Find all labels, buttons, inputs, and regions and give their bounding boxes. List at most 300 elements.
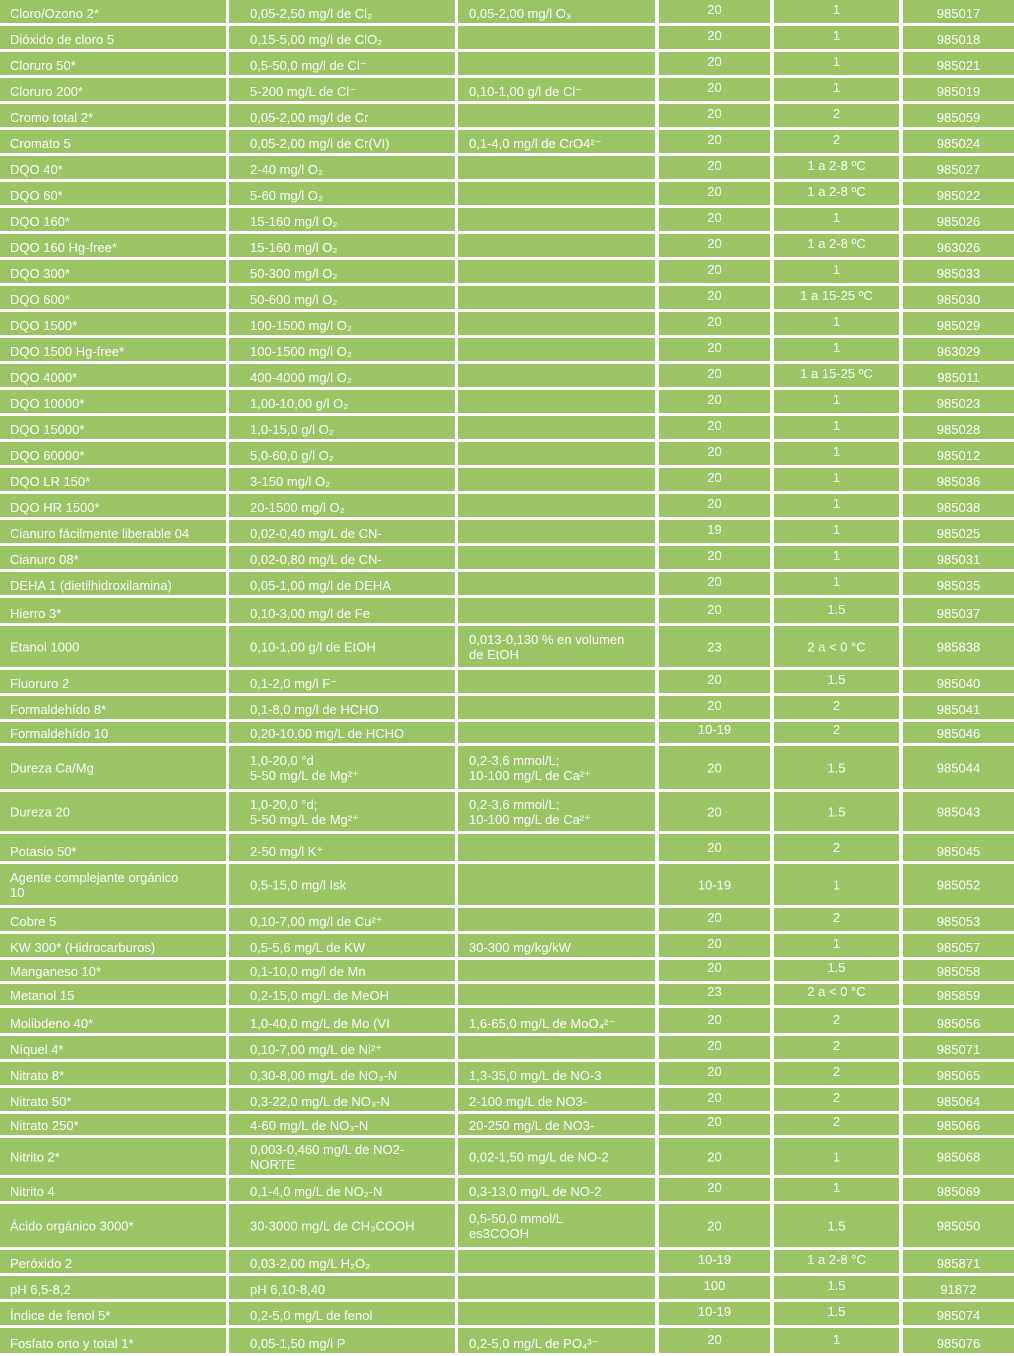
- cell-grupo: [774, 182, 899, 205]
- cell-num-tests: [659, 390, 770, 413]
- grupo-text: 1: [832, 574, 841, 589]
- codigo-text: 985026: [936, 214, 981, 229]
- num-tests-text: 20: [707, 210, 722, 225]
- rango-2-text: 0,2-3,6 mmol/L; 10-100 mg/L de Ca²⁺: [469, 796, 592, 827]
- cell-rango-2: [458, 960, 655, 981]
- cell-rango-1: [229, 390, 455, 413]
- table-row: [0, 546, 1014, 572]
- cell-rango-2: [458, 494, 655, 517]
- cell-grupo: [774, 338, 899, 361]
- cell-parametro: [0, 156, 226, 179]
- cell-codigo: [903, 312, 1014, 335]
- parametro-text: DQO HR 1500*: [10, 500, 100, 515]
- grupo-text: 2: [832, 1090, 841, 1105]
- table-row: [0, 234, 1014, 260]
- cell-rango-1: [229, 416, 455, 439]
- table-row: [0, 260, 1014, 286]
- cell-grupo: [774, 1088, 899, 1111]
- cell-rango-2: [458, 130, 655, 153]
- cell-rango-1: [229, 1114, 455, 1135]
- codigo-text: 985019: [936, 84, 981, 99]
- cell-rango-2: [458, 338, 655, 361]
- codigo-text: 985069: [936, 1184, 981, 1199]
- parametro-text: Nitrato 250*: [10, 1118, 79, 1133]
- grupo-text: 1: [832, 936, 841, 951]
- rango-1-text: 15-160 mg/l O₂: [250, 214, 338, 229]
- rango-2-text: 0,10-1,00 g/l de Cl⁻: [469, 84, 583, 99]
- table-row: [0, 1328, 1014, 1356]
- cell-rango-1: [229, 494, 455, 517]
- cell-rango-2: [458, 78, 655, 101]
- cell-num-tests: [659, 792, 770, 831]
- cell-num-tests: [659, 696, 770, 719]
- grupo-text: 1: [832, 2, 841, 17]
- parametro-text: Cloruro 200*: [10, 84, 83, 99]
- rango-1-text: 0,10-7,00 mg/L de Ni²⁺: [250, 1042, 383, 1057]
- cell-rango-1: [229, 670, 455, 693]
- cell-codigo: [903, 670, 1014, 693]
- parametro-text: Nitrito 2*: [10, 1149, 60, 1164]
- cell-num-tests: [659, 1250, 770, 1273]
- parametro-text: Cloruro 50*: [10, 58, 76, 73]
- table-row: [0, 834, 1014, 864]
- table-row: [0, 156, 1014, 182]
- cell-parametro: [0, 78, 226, 101]
- num-tests-text: 20: [707, 132, 722, 147]
- codigo-text: 985018: [936, 32, 981, 47]
- codigo-text: 985011: [937, 370, 980, 385]
- parametro-text: Fosfato orto y total 1*: [10, 1336, 134, 1351]
- cell-grupo: [774, 572, 899, 595]
- cell-rango-1: [229, 572, 455, 595]
- cell-codigo: [903, 364, 1014, 387]
- num-tests-text: 20: [707, 574, 722, 589]
- table-row: [0, 494, 1014, 520]
- cell-grupo: [774, 260, 899, 283]
- codigo-text: 985023: [936, 396, 981, 411]
- rango-1-text: 0,1-2,0 mg/l F⁻: [250, 676, 338, 691]
- num-tests-text: 19: [707, 522, 722, 537]
- parametro-text: Formaldehído 8*: [10, 702, 107, 717]
- codigo-text: 985033: [936, 266, 981, 281]
- cell-codigo: [903, 78, 1014, 101]
- grupo-text: 1 a 15-25 ºC: [800, 366, 873, 381]
- grupo-text: 1.5: [827, 1304, 846, 1319]
- table-row: [0, 0, 1014, 26]
- table-row: [0, 286, 1014, 312]
- codigo-text: 985071: [936, 1042, 981, 1057]
- cell-parametro: [0, 1008, 226, 1033]
- cell-rango-1: [229, 1204, 455, 1247]
- cell-codigo: [903, 1138, 1014, 1175]
- parametro-text: DQO 160*: [10, 214, 70, 229]
- cell-rango-1: [229, 234, 455, 257]
- rango-1-text: 0,5-5,6 mg/L de KW: [250, 940, 366, 955]
- cell-codigo: [903, 26, 1014, 49]
- cell-codigo: [903, 984, 1014, 1005]
- cell-codigo: [903, 416, 1014, 439]
- num-tests-text: 20: [707, 80, 722, 95]
- cell-num-tests: [659, 984, 770, 1005]
- rango-1-text: 0,1-10,0 mg/l de Mn: [250, 964, 366, 979]
- rango-2-text: 0,5-50,0 mmol/L es3COOH: [469, 1210, 563, 1241]
- num-tests-text: 20: [707, 366, 722, 381]
- cell-codigo: [903, 494, 1014, 517]
- cell-rango-1: [229, 834, 455, 861]
- num-tests-text: 10-19: [697, 1304, 732, 1319]
- cell-num-tests: [659, 468, 770, 491]
- parametro-text: Hierro 3*: [10, 606, 62, 621]
- cell-grupo: [774, 1276, 899, 1299]
- codigo-text: 985053: [936, 914, 981, 929]
- parametro-text: Dureza Ca/Mg: [10, 760, 94, 775]
- table-row: [0, 934, 1014, 960]
- cell-grupo: [774, 364, 899, 387]
- rango-1-text: 0,05-1,00 mg/l de DEHA: [250, 578, 391, 593]
- cell-grupo: [774, 1328, 899, 1353]
- cell-rango-2: [458, 1250, 655, 1273]
- cell-num-tests: [659, 1328, 770, 1353]
- rango-1-text: 1,0-20,0 °d; 5-50 mg/L de Mg²⁺: [250, 796, 359, 827]
- grupo-text: 1.5: [827, 804, 846, 819]
- rango-1-text: 30-3000 mg/L de CH₃COOH: [250, 1218, 415, 1233]
- grupo-text: 1: [832, 54, 841, 69]
- rango-1-text: pH 6,10-8,40: [250, 1282, 326, 1297]
- cell-codigo: [903, 1178, 1014, 1201]
- cell-rango-2: [458, 520, 655, 543]
- cell-codigo: [903, 1328, 1014, 1353]
- cell-grupo: [774, 722, 899, 743]
- cell-codigo: [903, 1008, 1014, 1033]
- cell-rango-2: [458, 442, 655, 465]
- cell-rango-1: [229, 364, 455, 387]
- num-tests-text: 20: [707, 2, 722, 17]
- cell-parametro: [0, 1276, 226, 1299]
- cell-rango-2: [458, 286, 655, 309]
- cell-rango-1: [229, 442, 455, 465]
- codigo-text: 985041: [936, 702, 981, 717]
- rango-2-text: 0,2-5,0 mg/L de PO₄³⁻: [469, 1336, 599, 1351]
- cell-num-tests: [659, 364, 770, 387]
- rango-1-text: 5,0-60,0 g/l O₂: [250, 448, 334, 463]
- rango-1-text: 1,00-10,00 g/l O₂: [250, 396, 349, 411]
- table-row: [0, 864, 1014, 908]
- rango-1-text: 0,05-2,00 mg/l de Cr: [250, 110, 369, 125]
- grupo-text: 2: [832, 910, 841, 925]
- cell-num-tests: [659, 104, 770, 127]
- table-row: [0, 364, 1014, 390]
- cell-num-tests: [659, 260, 770, 283]
- table-row: [0, 390, 1014, 416]
- parametro-text: DQO 1500*: [10, 318, 78, 333]
- cell-num-tests: [659, 312, 770, 335]
- num-tests-text: 20: [707, 444, 722, 459]
- cell-num-tests: [659, 626, 770, 667]
- parametro-text: DEHA 1 (dietilhidroxilamina): [10, 578, 172, 593]
- rango-1-text: 0,10-1,00 g/l de EtOH: [250, 639, 376, 654]
- cell-rango-2: [458, 1328, 655, 1353]
- cell-num-tests: [659, 960, 770, 981]
- codigo-text: 985058: [936, 964, 981, 979]
- cell-codigo: [903, 546, 1014, 569]
- cell-rango-2: [458, 1008, 655, 1033]
- parametro-text: DQO 60*: [10, 188, 63, 203]
- parametro-text: pH 6,5-8,2: [10, 1282, 71, 1297]
- cell-rango-1: [229, 182, 455, 205]
- table-row: [0, 792, 1014, 834]
- codigo-text: 985040: [936, 676, 981, 691]
- grupo-text: 1: [832, 877, 841, 892]
- rango-2-text: 0,013-0,130 % en volumen de EtOH: [469, 631, 625, 662]
- parametro-text: Nitrato 8*: [10, 1068, 65, 1083]
- num-tests-text: 20: [707, 1218, 722, 1233]
- cell-parametro: [0, 934, 226, 957]
- cell-rango-2: [458, 208, 655, 231]
- parametro-text: Cianuro fácilmente liberable 04: [10, 526, 190, 541]
- cell-grupo: [774, 598, 899, 623]
- rango-1-text: 100-1500 mg/l O₂: [250, 344, 352, 359]
- rango-2-text: 20-250 mg/L de NO3-: [469, 1118, 595, 1133]
- cell-rango-1: [229, 746, 455, 789]
- cell-num-tests: [659, 670, 770, 693]
- table-row: [0, 468, 1014, 494]
- parametro-text: Cloro/Ozono 2*: [10, 6, 99, 21]
- cell-rango-2: [458, 864, 655, 905]
- grupo-text: 1: [832, 1180, 841, 1195]
- num-tests-text: 20: [707, 760, 722, 775]
- cell-codigo: [903, 834, 1014, 861]
- cell-rango-2: [458, 746, 655, 789]
- rango-2-text: 1,6-65,0 mg/L de MoO₄²⁻: [469, 1016, 616, 1031]
- cell-grupo: [774, 52, 899, 75]
- cell-parametro: [0, 416, 226, 439]
- grupo-text: 1: [832, 80, 841, 95]
- table-row: [0, 572, 1014, 598]
- cell-num-tests: [659, 494, 770, 517]
- cell-rango-1: [229, 468, 455, 491]
- cell-rango-2: [458, 312, 655, 335]
- cell-parametro: [0, 520, 226, 543]
- cell-parametro: [0, 26, 226, 49]
- cell-rango-1: [229, 338, 455, 361]
- cell-codigo: [903, 1204, 1014, 1247]
- cell-rango-1: [229, 156, 455, 179]
- cell-num-tests: [659, 908, 770, 931]
- cell-grupo: [774, 1008, 899, 1033]
- cell-num-tests: [659, 442, 770, 465]
- cell-parametro: [0, 1178, 226, 1201]
- parametro-text: DQO 4000*: [10, 370, 78, 385]
- rango-1-text: 0,5-50,0 mg/l de Cl⁻: [250, 58, 367, 73]
- cell-num-tests: [659, 78, 770, 101]
- grupo-text: 2: [832, 1114, 841, 1129]
- codigo-text: 985064: [936, 1094, 981, 1109]
- cell-codigo: [903, 104, 1014, 127]
- codigo-text: 963026: [936, 240, 981, 255]
- grupo-text: 1: [832, 1332, 841, 1347]
- cell-parametro: [0, 234, 226, 257]
- table-row: [0, 104, 1014, 130]
- cell-num-tests: [659, 746, 770, 789]
- grupo-text: 1: [832, 28, 841, 43]
- cell-parametro: [0, 0, 226, 23]
- parametro-text: Cianuro 08*: [10, 552, 79, 567]
- cell-grupo: [774, 934, 899, 957]
- rango-2-text: 2-100 mg/L de NO3-: [469, 1094, 588, 1109]
- parametro-text: DQO 40*: [10, 162, 63, 177]
- cell-rango-2: [458, 1204, 655, 1247]
- cell-num-tests: [659, 208, 770, 231]
- codigo-text: 985031: [936, 552, 981, 567]
- cell-rango-2: [458, 1036, 655, 1059]
- cell-codigo: [903, 130, 1014, 153]
- num-tests-text: 20: [707, 106, 722, 121]
- codigo-text: 985035: [936, 578, 981, 593]
- num-tests-text: 20: [707, 1064, 722, 1079]
- cell-parametro: [0, 722, 226, 743]
- num-tests-text: 20: [707, 392, 722, 407]
- num-tests-text: 20: [707, 158, 722, 173]
- grupo-text: 2: [832, 1038, 841, 1053]
- cell-rango-1: [229, 130, 455, 153]
- cell-codigo: [903, 286, 1014, 309]
- cell-codigo: [903, 960, 1014, 981]
- grupo-text: 1.5: [827, 1218, 846, 1233]
- grupo-text: 2: [832, 840, 841, 855]
- cell-grupo: [774, 1138, 899, 1175]
- cell-rango-2: [458, 696, 655, 719]
- cell-parametro: [0, 312, 226, 335]
- grupo-text: 2 a < 0 °C: [807, 984, 866, 999]
- cell-num-tests: [659, 520, 770, 543]
- cell-codigo: [903, 1088, 1014, 1111]
- cell-rango-2: [458, 1138, 655, 1175]
- cell-grupo: [774, 834, 899, 861]
- grupo-text: 2: [832, 1064, 841, 1079]
- num-tests-text: 20: [707, 960, 722, 975]
- cell-codigo: [903, 1276, 1014, 1299]
- cell-num-tests: [659, 864, 770, 905]
- cell-parametro: [0, 1328, 226, 1353]
- rango-1-text: 50-300 mg/l O₂: [250, 266, 338, 281]
- cell-parametro: [0, 130, 226, 153]
- cell-codigo: [903, 234, 1014, 257]
- cell-rango-2: [458, 626, 655, 667]
- cell-rango-1: [229, 104, 455, 127]
- codigo-text: 985074: [936, 1308, 981, 1323]
- codigo-text: 985057: [936, 940, 981, 955]
- cell-rango-1: [229, 520, 455, 543]
- table-row: [0, 908, 1014, 934]
- rango-1-text: 0,2-15,0 mg/L de MeOH: [250, 988, 389, 1003]
- grupo-text: 1.5: [827, 672, 846, 687]
- rango-1-text: 3-150 mg/l O₂: [250, 474, 331, 489]
- parametro-text: Índice de fenol 5*: [10, 1308, 111, 1323]
- table-row: [0, 1276, 1014, 1302]
- table-row: [0, 1062, 1014, 1088]
- cell-num-tests: [659, 598, 770, 623]
- cell-parametro: [0, 1114, 226, 1135]
- cell-num-tests: [659, 52, 770, 75]
- parametro-text: Metanol 15: [10, 988, 75, 1003]
- num-tests-text: 20: [707, 602, 722, 617]
- cell-codigo: [903, 1062, 1014, 1085]
- cell-codigo: [903, 468, 1014, 491]
- cell-parametro: [0, 696, 226, 719]
- cell-rango-1: [229, 0, 455, 23]
- cell-rango-1: [229, 1328, 455, 1353]
- cell-rango-1: [229, 1250, 455, 1273]
- rango-1-text: 2-40 mg/l O₂: [250, 162, 323, 177]
- codigo-text: 985038: [936, 500, 981, 515]
- rango-1-text: 2-50 mg/l K⁺: [250, 844, 324, 859]
- cell-rango-2: [458, 156, 655, 179]
- table-row: [0, 442, 1014, 468]
- cell-num-tests: [659, 934, 770, 957]
- table-row: [0, 746, 1014, 792]
- grupo-text: 1 a 2-8 ºC: [807, 184, 866, 199]
- cell-grupo: [774, 960, 899, 981]
- cell-grupo: [774, 746, 899, 789]
- cell-rango-2: [458, 26, 655, 49]
- cell-codigo: [903, 1302, 1014, 1325]
- rango-1-text: 0,1-4,0 mg/L de NO₂-N: [250, 1184, 383, 1199]
- cell-codigo: [903, 696, 1014, 719]
- codigo-text: 985076: [936, 1336, 981, 1351]
- codigo-text: 985052: [936, 877, 981, 892]
- cell-codigo: [903, 442, 1014, 465]
- cell-rango-2: [458, 572, 655, 595]
- rango-1-text: 5-200 mg/L de Cl⁻: [250, 84, 357, 99]
- rango-2-text: 0,02-1,50 mg/L de NO-2: [469, 1149, 609, 1164]
- cell-num-tests: [659, 834, 770, 861]
- rango-1-text: 0,3-22,0 mg/L de NO₃-N: [250, 1094, 390, 1109]
- grupo-text: 1: [832, 340, 841, 355]
- cell-parametro: [0, 960, 226, 981]
- codigo-text: 985017: [936, 6, 981, 21]
- cell-num-tests: [659, 572, 770, 595]
- codigo-text: 985044: [936, 760, 981, 775]
- cell-num-tests: [659, 1008, 770, 1033]
- rango-1-text: 1,0-20,0 °d 5-50 mg/L de Mg²⁺: [250, 752, 359, 783]
- num-tests-text: 20: [707, 496, 722, 511]
- cell-codigo: [903, 156, 1014, 179]
- cell-num-tests: [659, 416, 770, 439]
- rango-1-text: 20-1500 mg/l O₂: [250, 500, 345, 515]
- cell-rango-1: [229, 1062, 455, 1085]
- cell-grupo: [774, 26, 899, 49]
- rango-1-text: 0,2-5,0 mg/L de fenol: [250, 1308, 373, 1323]
- num-tests-text: 20: [707, 1038, 722, 1053]
- table-row: [0, 1250, 1014, 1276]
- num-tests-text: 20: [707, 418, 722, 433]
- cell-num-tests: [659, 1138, 770, 1175]
- cell-parametro: [0, 670, 226, 693]
- cell-parametro: [0, 208, 226, 231]
- grupo-text: 1: [832, 392, 841, 407]
- num-tests-text: 20: [707, 470, 722, 485]
- cell-codigo: [903, 0, 1014, 23]
- num-tests-text: 20: [707, 548, 722, 563]
- cell-num-tests: [659, 1178, 770, 1201]
- cell-rango-1: [229, 546, 455, 569]
- table-row: [0, 1036, 1014, 1062]
- parametro-text: DQO 160 Hg-free*: [10, 240, 117, 255]
- grupo-text: 1.5: [827, 1278, 846, 1293]
- parametro-text: Formaldehído 10: [10, 726, 109, 741]
- cell-codigo: [903, 908, 1014, 931]
- cell-parametro: [0, 1204, 226, 1247]
